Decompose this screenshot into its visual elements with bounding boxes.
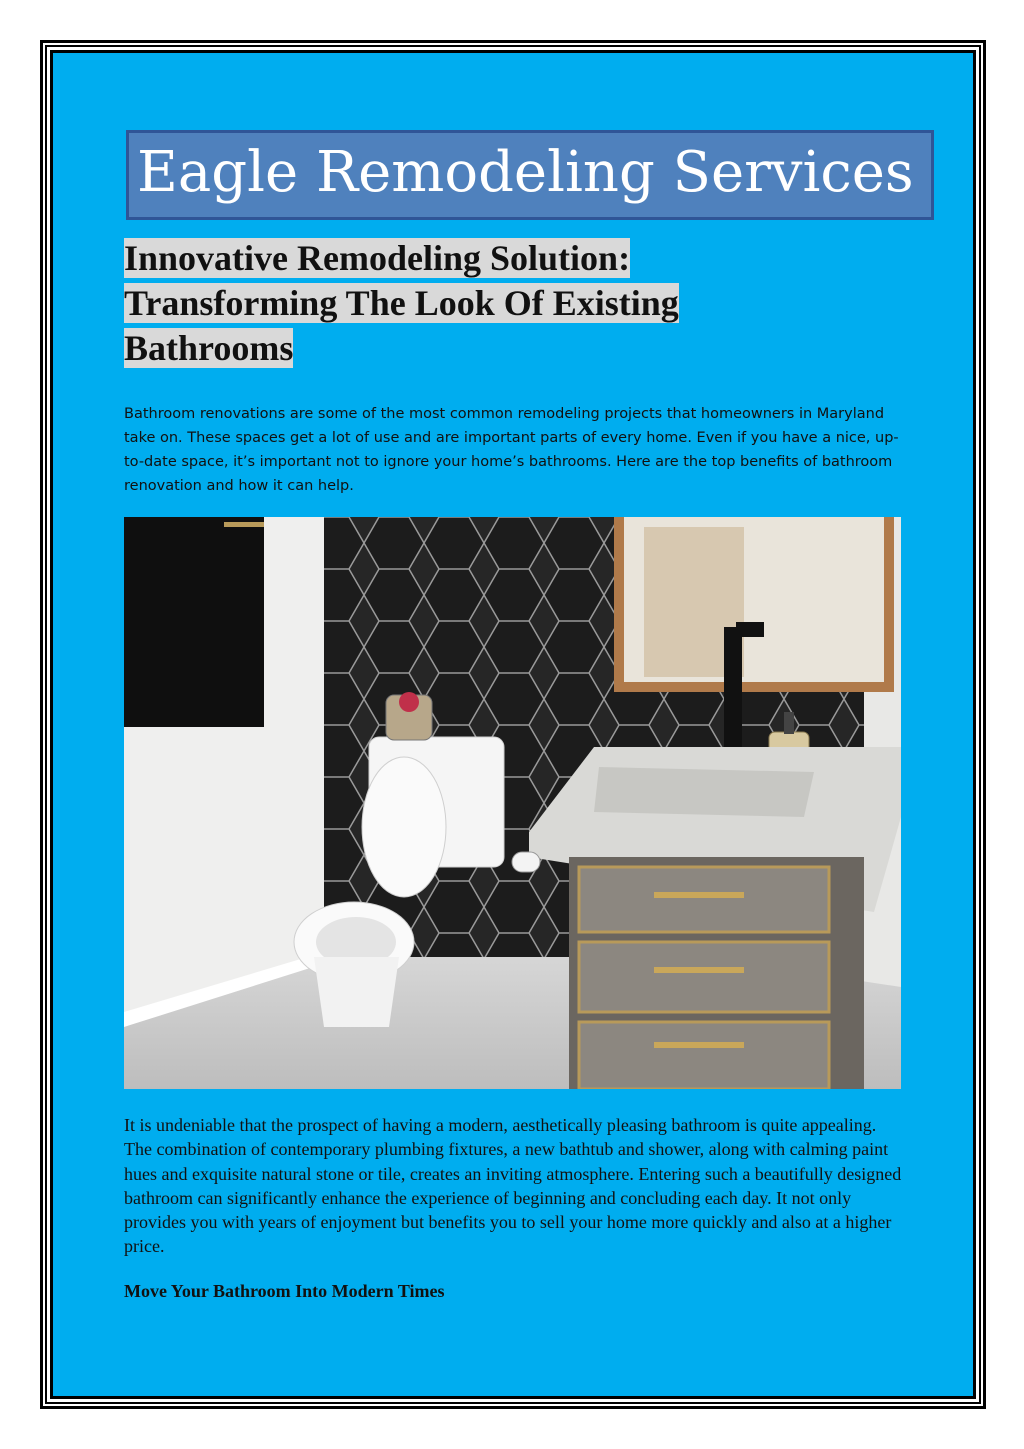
intro-paragraph: Bathroom renovations are some of the most common remodeling projects that homeowners in Maryland take on. These spaces get a lot of use and are important parts of every home. Even if you have a nice, up-to-date space, it’s important not to ignore your home’s bathrooms. Here are the top benefits of bathroom renovation and how it can help. — [124, 406, 899, 494]
headline-line: Bathrooms — [124, 328, 294, 368]
body-paragraph: It is undeniable that the prospect of having a modern, aesthetically pleasing bathroom is quite appealing. The combination of contemporary plumbing fixtures, a new bathtub and shower, along with calming paint hues and exquisite natural stone or tile, creates an inviting atmosphere. Entering such a beautifully designed bathroom can significantly enhance the experience of beginning and concluding each day. It not only provides you with years of enjoyment but benefits you to sell your home more quickly and also at a higher price. — [124, 1115, 902, 1257]
bathroom-photo — [124, 517, 901, 1089]
section-subheading: Move Your Bathroom Into Modern Times — [124, 1281, 445, 1301]
headline-line: Innovative Remodeling Solution: — [124, 238, 631, 278]
page-title: Eagle Remodeling Services — [137, 140, 914, 205]
article-headline — [124, 236, 784, 371]
title-banner — [126, 130, 934, 220]
headline-line: Transforming The Look Of Existing — [124, 283, 679, 323]
